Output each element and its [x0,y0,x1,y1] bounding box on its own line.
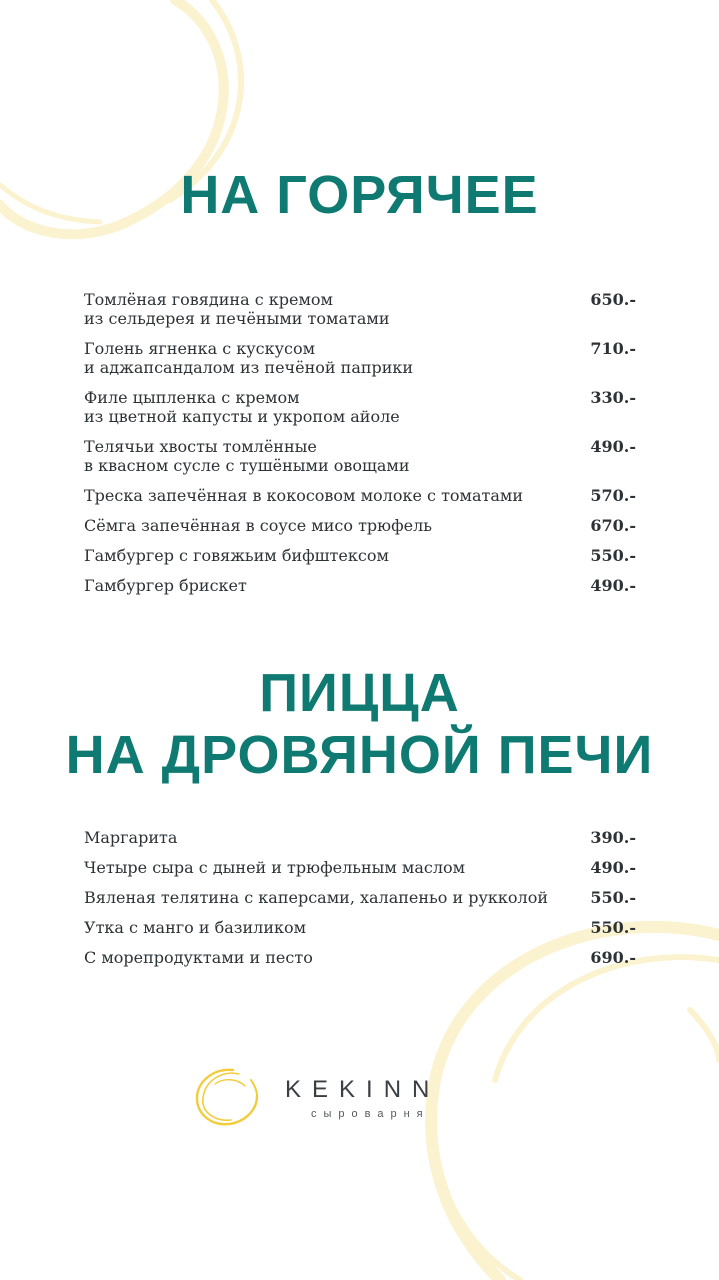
menu-item-price: 490.- [590,437,636,456]
menu-item-price: 490.- [590,858,636,877]
menu-item [84,546,636,565]
menu-item-name: Утка с манго и базиликом [84,918,307,937]
menu-item [84,948,636,967]
menu-item-price: 650.- [590,290,636,309]
menu-item [84,828,636,847]
menu-item [84,888,636,907]
menu-item-price: 550.- [590,918,636,937]
menu-item-price: 390.- [590,828,636,847]
section-title-line: НА ДРОВЯНОЙ ПЕЧИ [65,725,654,785]
menu-item-name: Четыре сыра с дыней и трюфельным маслом [84,858,466,877]
menu-item-name: Голень ягненка с кускусом и аджапсандалом из печёной паприки [84,339,414,377]
menu-item-name: Гамбургер с говяжьим бифштексом [84,546,389,565]
menu-item-price: 550.- [590,888,636,907]
menu-item-price: 330.- [590,388,636,407]
menu-item [84,576,636,595]
menu-item-name: Маргарита [84,828,178,847]
menu-item [84,339,636,377]
menu-item-name: Сёмга запечённая в соусе мисо трюфель [84,516,432,535]
menu-item-price: 690.- [590,948,636,967]
brand-logo [193,1066,533,1126]
logo-subtitle: сыроварня [311,1108,430,1120]
menu-item [84,388,636,426]
menu-item-name: Телячьи хвосты томлённые в квасном сусле с тушёными овощами [84,437,410,475]
menu-item-price: 490.- [590,576,636,595]
logo-ring-icon [193,1066,263,1128]
menu-item-price: 570.- [590,486,636,505]
menu-item [84,516,636,535]
menu-list-pizza [84,828,636,978]
logo-wordmark: KEKINN [285,1076,441,1103]
menu-item [84,858,636,877]
menu-item [84,290,636,328]
menu-item [84,918,636,937]
menu-item [84,486,636,505]
menu-item-name: Треска запечённая в кокосовом молоке с томатами [84,486,524,505]
section-title-line: ПИЦЦА [259,663,460,723]
menu-item-name: Томлёная говядина с кремом из сельдерея и печёными томатами [84,290,390,328]
menu-item-name: С морепродуктами и песто [84,948,313,967]
menu-item-name: Вяленая телятина с каперсами, халапеньо и рукколой [84,888,548,907]
menu-item-name: Филе цыпленка с кремом из цветной капусты и укропом айоле [84,388,400,426]
menu-item-price: 710.- [590,339,636,358]
menu-item-name: Гамбургер брискет [84,576,247,595]
menu-item [84,437,636,475]
section-title-pizza [0,662,719,786]
menu-item-price: 550.- [590,546,636,565]
menu-item-price: 670.- [590,516,636,535]
menu-list-hot-dishes [84,290,636,606]
section-title-hot-dishes: НА ГОРЯЧЕЕ [180,165,539,225]
